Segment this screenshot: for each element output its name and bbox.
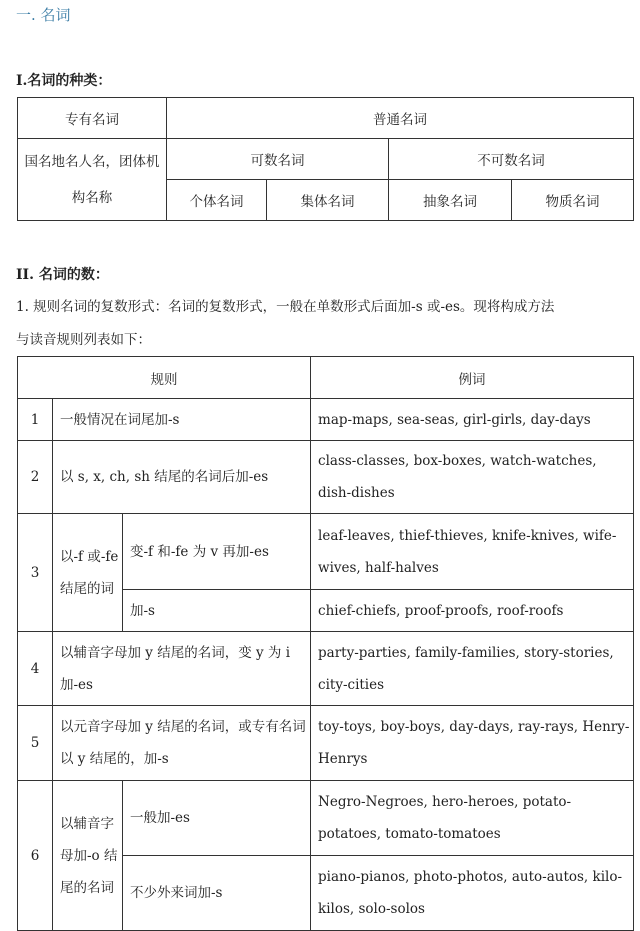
example-cell: chief-chiefs, proof-proofs, roof-roofs bbox=[311, 590, 634, 632]
example-header: 例词 bbox=[311, 357, 634, 399]
example-cell: leaf-leaves, thief-thieves, knife-knives, wife-wives, half-halves bbox=[311, 514, 634, 590]
rule-cell: 变-f 和-fe 为 v 再加-es bbox=[123, 514, 311, 590]
number-heading: II. 名词的数： bbox=[16, 267, 109, 283]
intro-line-1: 1. 规则名词的复数形式：名词的复数形式，一般在单数形式后面加-s 或-es。现将构成方法 bbox=[16, 299, 555, 315]
individual-cell: 个体名词 bbox=[167, 180, 267, 221]
common-noun-cell: 普通名词 bbox=[167, 98, 634, 139]
row-number: 3 bbox=[18, 514, 53, 632]
plural-rules-table bbox=[17, 356, 634, 931]
rule-cell: 一般加-es bbox=[123, 781, 311, 856]
example-cell: party-parties, family-families, story-stories, city-cities bbox=[311, 632, 634, 706]
row-number: 6 bbox=[18, 781, 53, 931]
example-cell: map-maps, sea-seas, girl-girls, day-days bbox=[311, 399, 634, 441]
collective-cell: 集体名词 bbox=[267, 180, 389, 221]
uncountable-cell: 不可数名词 bbox=[389, 139, 634, 180]
example-cell: toy-toys, boy-boys, day-days, ray-rays, Henry-Henrys bbox=[311, 706, 634, 781]
group-cell: 以-f 或-fe 结尾的词 bbox=[53, 514, 123, 632]
row-number: 1 bbox=[18, 399, 53, 441]
row-number: 5 bbox=[18, 706, 53, 781]
row-number: 2 bbox=[18, 441, 53, 514]
rule-cell: 以辅音字母加 y 结尾的名词，变 y 为 i 加-es bbox=[53, 632, 311, 706]
countable-cell: 可数名词 bbox=[167, 139, 389, 180]
example-cell: class-classes, box-boxes, watch-watches, dish-dishes bbox=[311, 441, 634, 514]
example-cell: piano-pianos, photo-photos, auto-autos, kilo-kilos, solo-solos bbox=[311, 856, 634, 931]
material-cell: 物质名词 bbox=[512, 180, 634, 221]
rule-cell: 加-s bbox=[123, 590, 311, 632]
rule-cell: 以 s, x, ch, sh 结尾的名词后加-es bbox=[53, 441, 311, 514]
example-cell: Negro-Negroes, hero-heroes, potato-potatoes, tomato-tomatoes bbox=[311, 781, 634, 856]
rule-cell: 不少外来词加-s bbox=[123, 856, 311, 931]
group-cell: 以辅音字母加-o 结尾的名词 bbox=[53, 781, 123, 931]
intro-line-2: 与读音规则列表如下： bbox=[16, 332, 151, 348]
rule-header: 规则 bbox=[18, 357, 311, 399]
rule-cell: 以元音字母加 y 结尾的名词，或专有名词以 y 结尾的，加-s bbox=[53, 706, 311, 781]
abstract-cell: 抽象名词 bbox=[389, 180, 512, 221]
row-number: 4 bbox=[18, 632, 53, 706]
proper-desc-cell: 国名地名人名，团体机构名称 bbox=[18, 139, 167, 221]
types-heading: I.名词的种类： bbox=[16, 73, 112, 89]
section-title: 一. 名词 bbox=[16, 6, 71, 24]
noun-types-table bbox=[17, 97, 634, 221]
rule-cell: 一般情况在词尾加-s bbox=[53, 399, 311, 441]
proper-noun-cell: 专有名词 bbox=[18, 98, 167, 139]
